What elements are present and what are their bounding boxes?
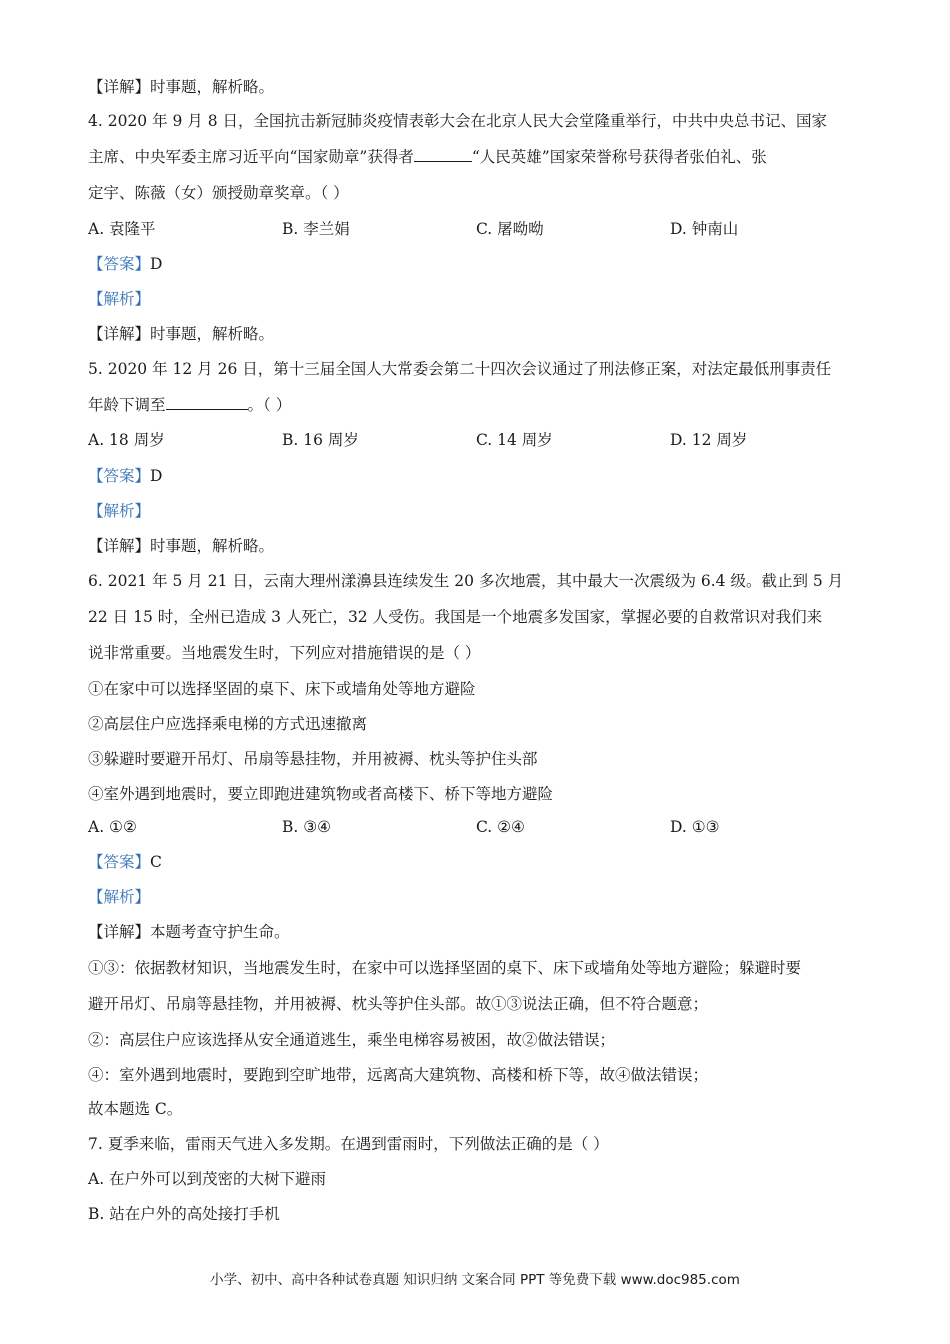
q4-option-c: C. 屠呦呦 <box>476 220 544 238</box>
q4-answer-blank <box>414 146 472 162</box>
q4-stem-line-3: 定宇、陈薇（女）颁授勋章奖章。（ ） <box>88 184 349 202</box>
q7-stem-line-1: 7. 夏季来临，雷雨天气进入多发期。在遇到雷雨时，下列做法正确的是（ ） <box>88 1135 609 1153</box>
q4-answer <box>88 253 162 275</box>
q4-detail: 【详解】时事题，解析略。 <box>88 325 275 343</box>
q4-option-d: D. 钟南山 <box>670 220 739 238</box>
q4-stem-part-2: “人民英雄”国家荣誉称号获得者张伯礼、张 <box>471 148 767 166</box>
q4-option-a: A. 袁隆平 <box>88 220 156 238</box>
q6-statement-4: ④室外遇到地震时，要立即跑进建筑物或者高楼下、桥下等地方避险 <box>88 785 554 803</box>
q5-answer <box>88 465 162 487</box>
q6-detail-2: ①③：依据教材知识，当地震发生时，在家中可以选择坚固的桌下、床下或墙角处等地方避险；躲避时要 <box>88 959 802 977</box>
q5-stem-part-2: 。（ ） <box>247 396 292 414</box>
q6-detail-4: ②：高层住户应该选择从安全通道逃生，乘坐电梯容易被困，故②做法错误； <box>88 1031 616 1049</box>
q5-analysis-tag: 【解析】 <box>88 502 151 520</box>
q4-option-b: B. 李兰娟 <box>282 220 350 238</box>
q6-statement-2: ②高层住户应选择乘电梯的方式迅速撤离 <box>88 715 368 733</box>
q6-answer <box>88 851 162 873</box>
q5-stem-line-1: 5. 2020 年 12 月 26 日，第十三届全国人大常委会第二十四次会议通过了刑法修正案，对法定最低刑事责任 <box>88 360 832 378</box>
answer-tag: 【答案】 <box>88 255 151 273</box>
q6-option-a: A. ①② <box>88 818 137 836</box>
answer-tag: 【答案】 <box>88 467 151 485</box>
q6-statement-3: ③躲避时要避开吊灯、吊扇等悬挂物，并用被褥、枕头等护住头部 <box>88 750 538 768</box>
q4-analysis-tag: 【解析】 <box>88 290 151 308</box>
q5-detail: 【详解】时事题，解析略。 <box>88 537 275 555</box>
q7-option-b: B. 站在户外的高处接打手机 <box>88 1205 280 1223</box>
q7-option-a: A. 在户外可以到茂密的大树下避雨 <box>88 1170 327 1188</box>
q6-detail-3: 避开吊灯、吊扇等悬挂物，并用被褥、枕头等护住头部。故①③说法正确，但不符合题意； <box>88 995 709 1013</box>
q6-option-d: D. ①③ <box>670 818 720 836</box>
q5-option-d: D. 12 周岁 <box>670 431 748 449</box>
answer-value: D <box>150 255 163 273</box>
q5-option-c: C. 14 周岁 <box>476 431 553 449</box>
q6-stem-line-2: 22 日 15 时，全州已造成 3 人死亡，32 人受伤。我国是一个地震多发国家，掌握必要的自救常识对我们来 <box>88 608 823 626</box>
q5-answer-blank <box>166 394 248 410</box>
q4-stem-line-1: 4. 2020 年 9 月 8 日，全国抗击新冠肺炎疫情表彰大会在北京人民大会堂隆重举行，中共中央总书记、国家 <box>88 112 828 130</box>
detail-line: 【详解】时事题，解析略。 <box>88 78 275 96</box>
q4-stem-line-2 <box>88 146 767 168</box>
q4-stem-part-1: 主席、中央军委主席习近平向“国家勋章”获得者 <box>88 148 414 166</box>
q5-stem-part-1: 年龄下调至 <box>88 396 166 414</box>
page-footer: 小学、初中、高中各种试卷真题 知识归纳 文案合同 PPT 等免费下载 www.doc985.com <box>210 1272 740 1288</box>
q6-stem-line-1: 6. 2021 年 5 月 21 日，云南大理州漾濞县连续发生 20 多次地震，其中最大一次震级为 6.4 级。截止到 5 月 <box>88 572 844 590</box>
answer-value: C <box>150 853 162 871</box>
q6-detail-1: 【详解】本题考查守护生命。 <box>88 923 290 941</box>
q6-detail-6: 故本题选 C。 <box>88 1100 183 1118</box>
q6-option-c: C. ②④ <box>476 818 525 836</box>
q5-option-a: A. 18 周岁 <box>88 431 165 449</box>
q6-option-b: B. ③④ <box>282 818 332 836</box>
q6-analysis-tag: 【解析】 <box>88 888 151 906</box>
q5-stem-line-2 <box>88 394 291 416</box>
q6-statement-1: ①在家中可以选择坚固的桌下、床下或墙角处等地方避险 <box>88 680 476 698</box>
answer-value: D <box>150 467 163 485</box>
q5-option-b: B. 16 周岁 <box>282 431 359 449</box>
q6-stem-line-3: 说非常重要。当地震发生时，下列应对措施错误的是（ ） <box>88 644 481 662</box>
answer-tag: 【答案】 <box>88 853 151 871</box>
q6-detail-5: ④：室外遇到地震时，要跑到空旷地带，远离高大建筑物、高楼和桥下等，故④做法错误； <box>88 1066 709 1084</box>
